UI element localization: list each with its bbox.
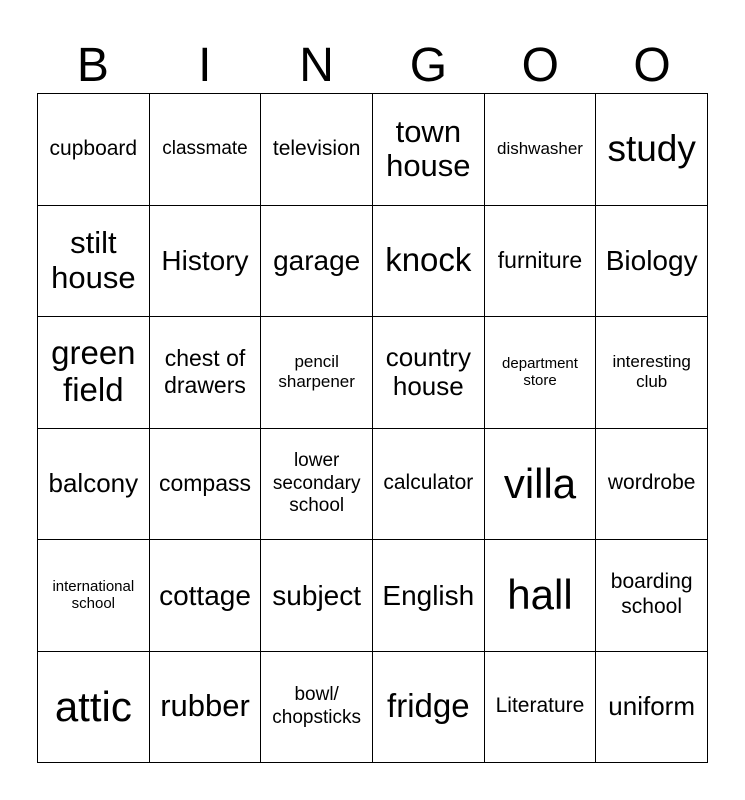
bingo-cell-r3c4[interactable]: country house <box>373 317 485 429</box>
bingo-cell-r6c2[interactable]: rubber <box>150 652 262 764</box>
bingo-cell-r3c5[interactable]: department store <box>485 317 597 429</box>
header-letter-b: B <box>76 39 109 92</box>
header-letter-o: O <box>521 39 559 92</box>
bingo-cell-r2c4[interactable]: knock <box>373 206 485 318</box>
bingo-cell-r2c1[interactable]: stilt house <box>38 206 150 318</box>
bingo-cell-r5c4[interactable]: English <box>373 540 485 652</box>
bingo-cell-r4c2[interactable]: compass <box>150 429 262 541</box>
header-letter-n: N <box>299 39 334 92</box>
bingo-cell-r6c4[interactable]: fridge <box>373 652 485 764</box>
bingo-cell-r2c5[interactable]: furniture <box>485 206 597 318</box>
bingo-cell-r1c3[interactable]: television <box>261 94 373 206</box>
bingo-cell-r4c4[interactable]: calculator <box>373 429 485 541</box>
bingo-cell-r1c2[interactable]: classmate <box>150 94 262 206</box>
bingo-header <box>37 38 708 94</box>
bingo-cell-r6c5[interactable]: Literature <box>485 652 597 764</box>
bingo-cell-r1c5[interactable]: dishwasher <box>485 94 597 206</box>
bingo-cell-r4c1[interactable]: balcony <box>38 429 150 541</box>
bingo-cell-r3c6[interactable]: interesting club <box>596 317 708 429</box>
bingo-cell-r6c6[interactable]: uniform <box>596 652 708 764</box>
bingo-cell-r4c5[interactable]: villa <box>485 429 597 541</box>
bingo-cell-r1c1[interactable]: cupboard <box>38 94 150 206</box>
bingo-cell-r1c6[interactable]: study <box>596 94 708 206</box>
bingo-cell-r6c1[interactable]: attic <box>38 652 150 764</box>
bingo-cell-r3c1[interactable]: green field <box>38 317 150 429</box>
header-letter-i: I <box>198 39 212 92</box>
bingo-cell-r3c2[interactable]: chest of drawers <box>150 317 262 429</box>
bingo-cell-r5c6[interactable]: boarding school <box>596 540 708 652</box>
header-letter-g: G <box>409 39 448 92</box>
bingo-cell-r2c3[interactable]: garage <box>261 206 373 318</box>
header-letter-o-2: O <box>633 39 671 92</box>
bingo-cell-r4c3[interactable]: lower secondary school <box>261 429 373 541</box>
bingo-board <box>37 93 708 763</box>
bingo-cell-r5c3[interactable]: subject <box>261 540 373 652</box>
bingo-cell-r5c1[interactable]: international school <box>38 540 150 652</box>
bingo-cell-r2c2[interactable]: History <box>150 206 262 318</box>
bingo-cell-r1c4[interactable]: town house <box>373 94 485 206</box>
bingo-cell-r6c3[interactable]: bowl/ chopsticks <box>261 652 373 764</box>
bingo-cell-r5c2[interactable]: cottage <box>150 540 262 652</box>
bingo-cell-r4c6[interactable]: wordrobe <box>596 429 708 541</box>
bingo-cell-r5c5[interactable]: hall <box>485 540 597 652</box>
bingo-cell-r3c3[interactable]: pencil sharpener <box>261 317 373 429</box>
bingo-cell-r2c6[interactable]: Biology <box>596 206 708 318</box>
